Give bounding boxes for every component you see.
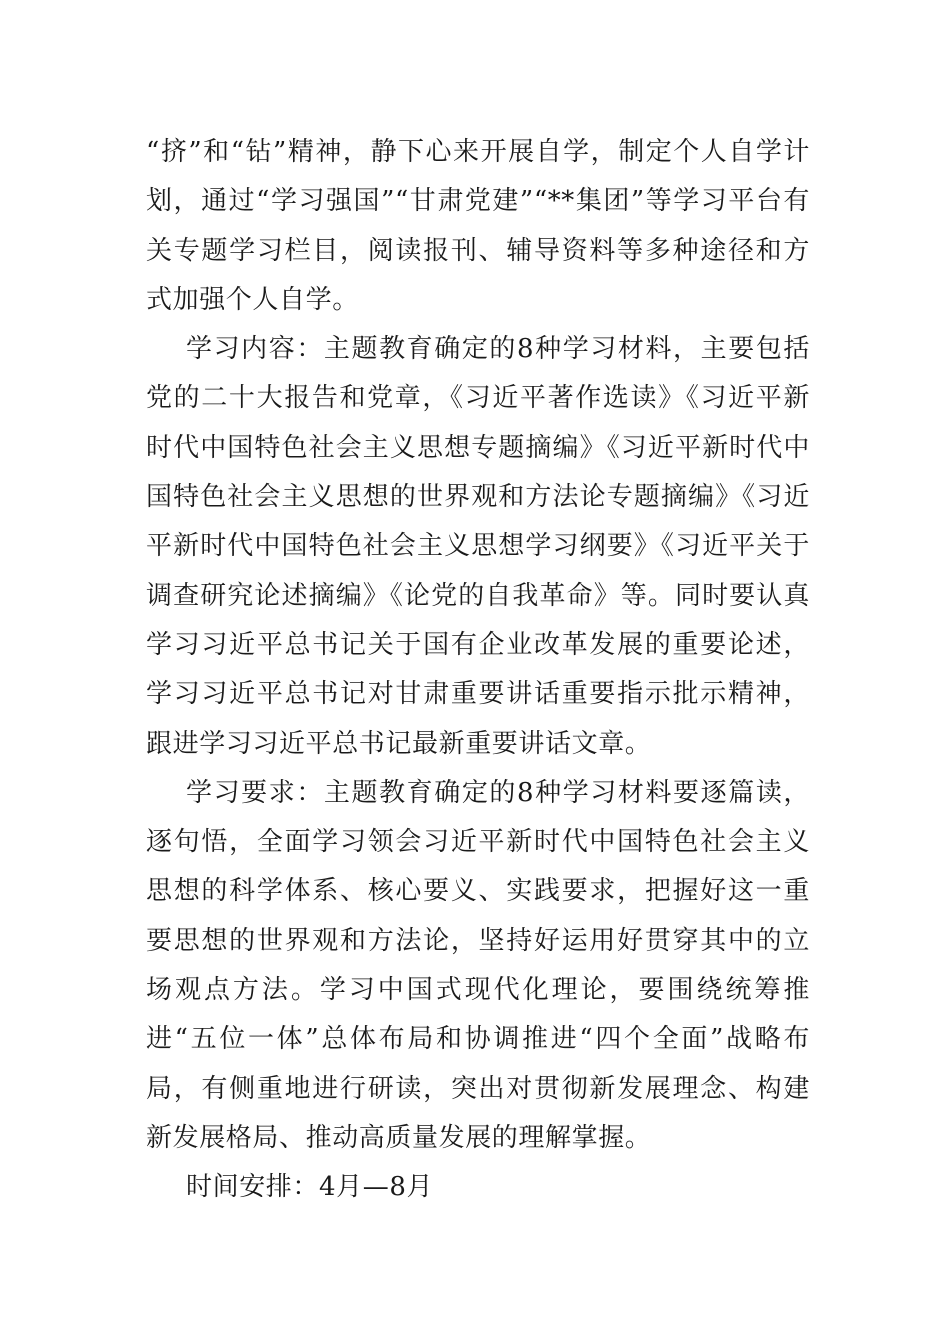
paragraph-schedule: 时间安排：4月—8月 (186, 1172, 434, 1203)
paragraph-study-requirements: 学习要求：主题教育确定的8种学习材料要逐篇读，逐句悟，全面学习领会习近平新时代中国特色社会主义思想的科学体系、核心要义、实践要求，把握好这一重要思想的世界观和方法论，坚持好运用好贯穿其中的立场观点方法。学习中国式现代化理论，要围绕统筹推进“五位一体”总体布局和协调推进“四个全面”战略布局，有侧重地进行研读，突出对贯彻新发展理念、构建新发展格局、推动高质量发展的理解掌握。 (146, 777, 810, 1153)
document-body (146, 128, 810, 1213)
paragraph-study-content: 学习内容：主题教育确定的8种学习材料，主要包括党的二十大报告和党章，《习近平著作选读》《习近平新时代中国特色社会主义思想专题摘编》《习近平新时代中国特色社会主义思想的世界观和方法论专题摘编》《习近平新时代中国特色社会主义思想学习纲要》《习近平关于调查研究论述摘编》《论党的自我革命》等。同时要认真学习习近平总书记关于国有企业改革发展的重要论述，学习习近平总书记对甘肃重要讲话重要指示批示精神，跟进学习习近平总书记最新重要讲话文章。 (146, 334, 810, 759)
paragraph-self-study: “挤”和“钻”精神，静下心来开展自学，制定个人自学计划，通过“学习强国”“甘肃党建”“**集团”等学习平台有关专题学习栏目，阅读报刊、辅导资料等多种途径和方式加强个人自学。 (146, 137, 810, 315)
